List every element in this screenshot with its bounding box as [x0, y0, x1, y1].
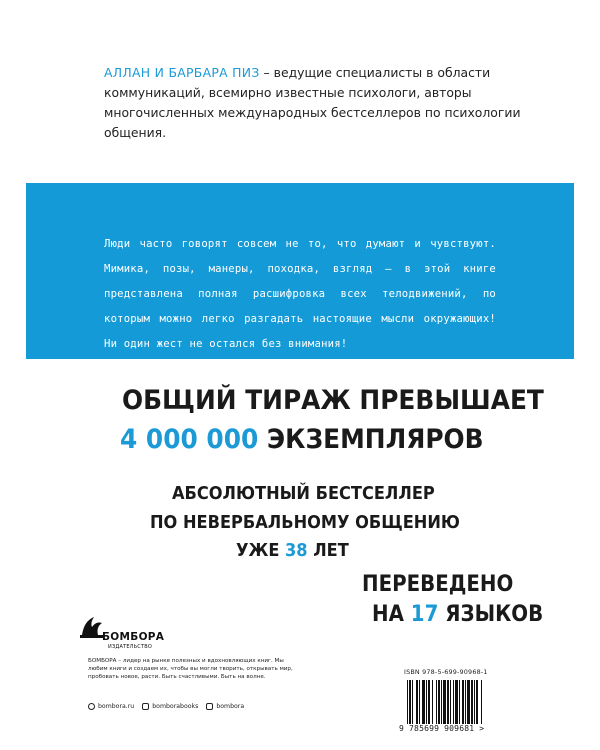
social-vk[interactable] — [142, 703, 198, 710]
barcode — [407, 680, 517, 726]
bestseller-line-2: ПО НЕВЕРБАЛЬНОМУ ОБЩЕНИЮ — [150, 512, 460, 533]
translated-line-1: ПЕРЕВЕДЕНО — [362, 572, 514, 597]
languages-number: 17 — [410, 602, 439, 627]
translated-line-2 — [372, 602, 543, 627]
bestseller-line-3 — [236, 540, 349, 561]
author-description: – ведущие специалисты в области коммуникаций, всемирно известные психологи, авторы многочисленных международных бестселлеров по психологии общения. — [104, 65, 521, 140]
isbn-number: ISBN 978-5-699-90968-1 — [404, 668, 488, 676]
social-telegram[interactable] — [206, 703, 244, 710]
social-links — [88, 703, 244, 710]
social-vk-label: bomborabooks — [152, 703, 199, 710]
circulation-number: 4 000 000 — [120, 424, 259, 455]
publisher-brand: БОМБОРА — [102, 631, 165, 643]
author-names: АЛЛАН И БАРБАРА ПИЗ — [104, 65, 260, 80]
band-description: Люди часто говорят совсем не то, что думают и чувствуют. Мимика, позы, манеры, походка, взгляд – в этой книге представлена полная расшифровка всех телодвижений, по которым можно легко разгадать настоящие мысли окружающих! Ни один жест не остался без внимания! — [104, 238, 496, 350]
years-suffix: ЛЕТ — [307, 540, 349, 561]
publisher-subtitle: ИЗДАТЕЛЬСТВО — [108, 644, 152, 650]
languages-prefix: НА — [372, 602, 411, 627]
years-prefix: УЖЕ — [236, 540, 286, 561]
bestseller-line-1: АБСОЛЮТНЫЙ БЕСТСЕЛЛЕР — [172, 483, 435, 504]
barcode-digits: 9 785699 909681 > — [399, 724, 485, 733]
publisher-tagline: БОМБОРА – лидер на рынке полезных и вдохновляющих книг. Мы любим книги и создаем их, чтобы вы могли творить, открывать мир, пробовать новое, расти. Быть счастливыми. Быть на волне. — [88, 658, 293, 680]
social-web-label: bombora.ru — [98, 703, 135, 710]
languages-suffix: ЯЗЫКОВ — [438, 602, 544, 627]
telegram-icon — [206, 703, 213, 710]
social-web[interactable] — [88, 703, 134, 710]
social-telegram-label: bombora — [216, 703, 245, 710]
vk-icon — [142, 703, 149, 710]
circulation-text: ЭКЗЕМПЛЯРОВ — [258, 424, 484, 455]
headline-line-2 — [120, 424, 484, 455]
publisher-logo — [78, 613, 165, 659]
web-icon — [88, 703, 95, 710]
headline-line-1: ОБЩИЙ ТИРАЖ ПРЕВЫШАЕТ — [122, 385, 544, 416]
author-intro — [104, 63, 542, 143]
years-number: 38 — [285, 540, 308, 561]
